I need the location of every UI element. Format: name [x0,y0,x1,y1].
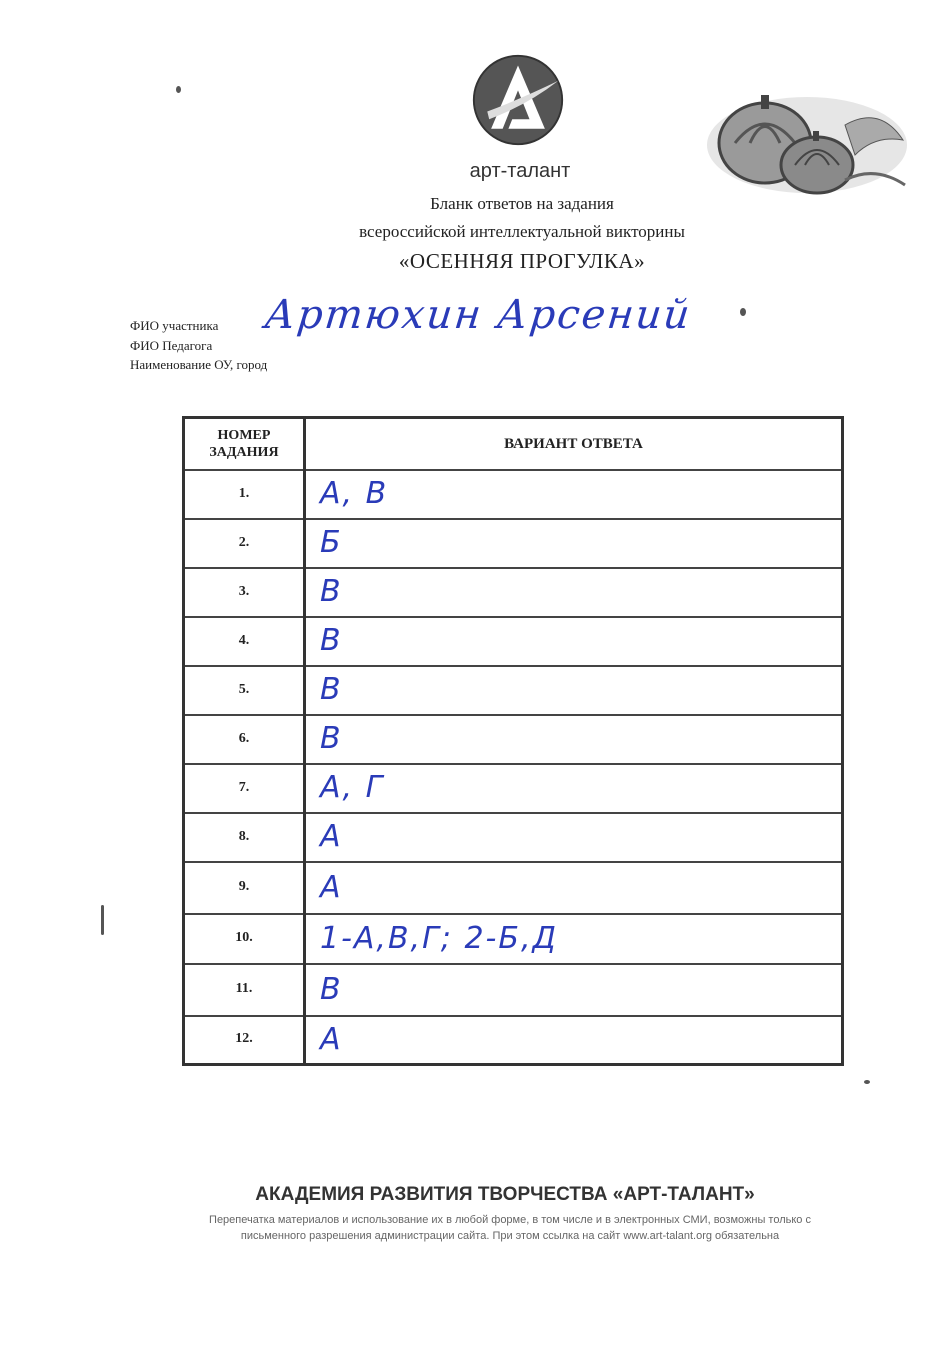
handwritten-answer: Б [320,525,343,560]
handwritten-answer: А [320,869,343,905]
answer-cell[interactable] [306,665,841,714]
scan-speck [740,308,746,316]
handwritten-answer: В [320,971,343,1007]
scan-speck [101,905,104,935]
answer-cell[interactable] [306,518,841,567]
table-row [185,567,841,618]
handwritten-answer: А, Г [320,770,385,805]
table-row [185,1015,841,1063]
form-title: Бланк ответов на задания [430,194,614,213]
table-header [185,419,841,471]
answers-table [182,416,844,1066]
table-row [185,714,841,765]
answer-cell[interactable] [306,763,841,812]
answer-cell[interactable] [306,861,841,913]
task-number: 2. [185,518,306,567]
answer-cell[interactable] [306,812,841,861]
task-number: 5. [185,665,306,714]
handwritten-answer: 1-А,В,Г; 2-Б,Д [320,920,558,956]
task-number: 3. [185,567,306,616]
scan-speck [176,86,181,93]
task-number: 7. [185,763,306,812]
answer-cell[interactable] [306,963,841,1015]
table-row [185,518,841,569]
answer-cell[interactable] [306,469,841,518]
copyright-note [150,1212,870,1244]
handwritten-answer: А [320,1021,343,1057]
copyright-line-1: Перепечатка материалов и использование их в любой форме, в том числе и в электронных СМИ, возможны только с [209,1214,811,1226]
table-row [185,812,841,863]
task-number: 1. [185,469,306,518]
answer-cell[interactable] [306,714,841,763]
table-row [185,469,841,520]
copyright-line-2: письменного разрешения администрации сайта. При этом ссылка на сайт www.art-talant.org обязательна [240,1230,780,1242]
form-subtitle: всероссийской интеллектуальной викторины [359,222,685,241]
handwritten-answer: В [320,672,343,707]
task-number: 10. [185,913,306,963]
answer-cell[interactable] [306,567,841,616]
task-number: 4. [185,616,306,665]
table-row [185,861,841,915]
task-number: 12. [185,1015,306,1063]
pumpkins-illustration [705,85,910,197]
answer-cell[interactable] [306,616,841,665]
column-header-answer: ВАРИАНТ ОТВЕТА [504,435,643,452]
table-row [185,665,841,716]
art-talant-logo-icon [470,52,566,148]
handwritten-answer: В [320,574,343,609]
answer-cell[interactable] [306,1015,841,1063]
handwritten-answer: А, В [320,476,389,511]
table-row [185,616,841,667]
task-number: 11. [185,963,306,1015]
task-number: 8. [185,812,306,861]
table-row [185,763,841,814]
participant-name-handwritten: Артюхин Арсений [262,292,694,338]
handwritten-answer: А [320,819,343,854]
table-row [185,913,841,965]
quiz-title: «ОСЕННЯЯ ПРОГУЛКА» [398,249,646,273]
scan-speck [864,1080,870,1084]
school-label: Наименование ОУ, город [130,357,268,372]
task-number: 9. [185,861,306,913]
participant-label: ФИО участника [130,318,219,333]
table-row [185,963,841,1017]
academy-title: АКАДЕМИЯ РАЗВИТИЯ ТВОРЧЕСТВА «АРТ-ТАЛАНТ» [255,1184,755,1205]
task-number: 6. [185,714,306,763]
answer-cell[interactable] [306,913,841,963]
handwritten-answer: В [320,721,343,756]
teacher-label: ФИО Педагога [130,338,213,353]
handwritten-answer: В [320,623,343,658]
brand-name: арт-талант [469,160,571,182]
column-header-number: НОМЕР ЗАДАНИЯ [185,419,306,469]
